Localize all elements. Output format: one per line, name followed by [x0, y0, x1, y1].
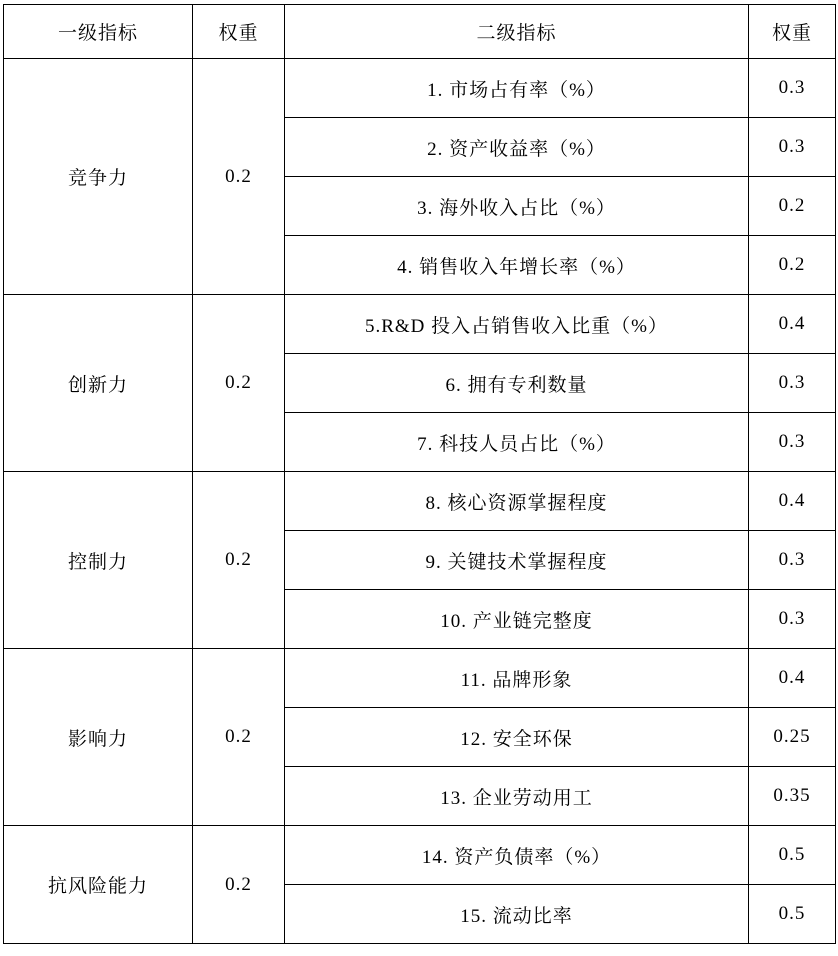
table-row: [4, 472, 836, 531]
table-row: [4, 59, 836, 118]
category-weight-cell: 0.2: [193, 59, 285, 295]
table-row: [4, 295, 836, 354]
sub-indicator-cell: 3. 海外收入占比（%）: [285, 177, 749, 236]
table-row: [4, 826, 836, 885]
sub-weight-cell: 0.35: [749, 767, 836, 826]
sub-indicator-cell: 2. 资产收益率（%）: [285, 118, 749, 177]
table-header: [4, 5, 836, 59]
column-header-primary-indicator: 一级指标: [4, 5, 193, 59]
sub-indicator-cell: 9. 关键技术掌握程度: [285, 531, 749, 590]
category-weight-cell: 0.2: [193, 826, 285, 944]
sub-weight-cell: 0.3: [749, 531, 836, 590]
sub-indicator-cell: 6. 拥有专利数量: [285, 354, 749, 413]
sub-weight-cell: 0.4: [749, 295, 836, 354]
sub-weight-cell: 0.5: [749, 826, 836, 885]
sub-weight-cell: 0.5: [749, 885, 836, 944]
sub-weight-cell: 0.3: [749, 59, 836, 118]
sub-indicator-cell: 15. 流动比率: [285, 885, 749, 944]
sub-indicator-cell: 7. 科技人员占比（%）: [285, 413, 749, 472]
sub-weight-cell: 0.3: [749, 413, 836, 472]
document-page: [0, 4, 838, 956]
sub-indicator-cell: 11. 品牌形象: [285, 649, 749, 708]
sub-indicator-cell: 8. 核心资源掌握程度: [285, 472, 749, 531]
sub-weight-cell: 0.3: [749, 590, 836, 649]
table-row: [4, 649, 836, 708]
table-body: [4, 59, 836, 944]
column-header-secondary-indicator: 二级指标: [285, 5, 749, 59]
sub-indicator-cell: 4. 销售收入年增长率（%）: [285, 236, 749, 295]
category-cell: 影响力: [4, 649, 193, 826]
sub-weight-cell: 0.2: [749, 177, 836, 236]
sub-indicator-cell: 13. 企业劳动用工: [285, 767, 749, 826]
sub-indicator-cell: 10. 产业链完整度: [285, 590, 749, 649]
sub-weight-cell: 0.3: [749, 354, 836, 413]
category-cell: 创新力: [4, 295, 193, 472]
sub-weight-cell: 0.2: [749, 236, 836, 295]
column-header-secondary-weight: 权重: [749, 5, 836, 59]
category-cell: 控制力: [4, 472, 193, 649]
sub-indicator-cell: 5.R&D 投入占销售收入比重（%）: [285, 295, 749, 354]
sub-indicator-cell: 12. 安全环保: [285, 708, 749, 767]
sub-weight-cell: 0.25: [749, 708, 836, 767]
sub-indicator-cell: 1. 市场占有率（%）: [285, 59, 749, 118]
column-header-primary-weight: 权重: [193, 5, 285, 59]
table-header-row: [4, 5, 836, 59]
indicator-weight-table: [3, 4, 836, 944]
sub-weight-cell: 0.4: [749, 472, 836, 531]
sub-weight-cell: 0.3: [749, 118, 836, 177]
category-cell: 抗风险能力: [4, 826, 193, 944]
category-weight-cell: 0.2: [193, 649, 285, 826]
category-cell: 竞争力: [4, 59, 193, 295]
category-weight-cell: 0.2: [193, 472, 285, 649]
category-weight-cell: 0.2: [193, 295, 285, 472]
sub-weight-cell: 0.4: [749, 649, 836, 708]
sub-indicator-cell: 14. 资产负债率（%）: [285, 826, 749, 885]
